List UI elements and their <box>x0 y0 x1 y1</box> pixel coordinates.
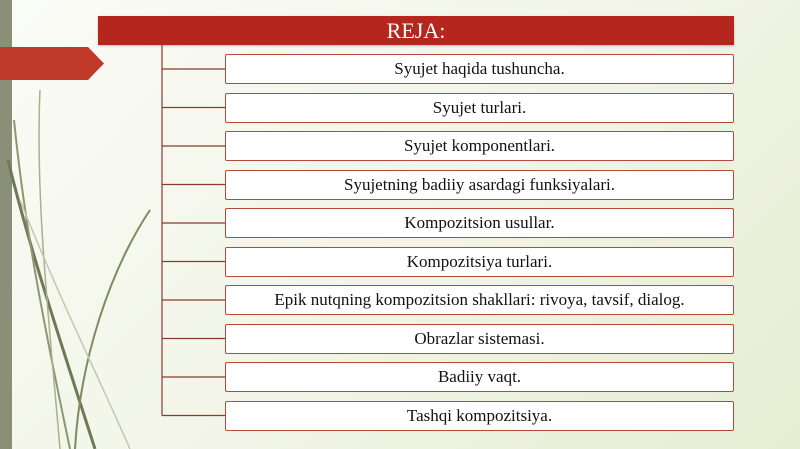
plan-title: REJA: <box>386 17 446 43</box>
plan-item <box>225 324 734 354</box>
plan-item-text: Badiiy vaqt. <box>437 367 522 386</box>
arrow-tab-shape <box>0 47 104 80</box>
plan-item <box>225 131 734 161</box>
plan-item-text: Kompozitsiya turlari. <box>406 251 553 271</box>
plan-item-text: Epik nutqning kompozitsion shakllari: rivoya, tavsif, dialog. <box>274 290 685 309</box>
plan-item <box>225 93 734 123</box>
plan-item-text: Kompozitsion usullar. <box>404 213 555 232</box>
plan-item-text: Syujet turlari. <box>432 97 527 117</box>
plan-item-text: Syujet haqida tushuncha. <box>394 59 565 78</box>
plan-item-text: Tashqi kompozitsiya. <box>406 405 553 425</box>
plan-item-text: Syujet komponentlari. <box>403 136 556 155</box>
plan-item <box>225 208 734 238</box>
plan-item-text: Syujetning badiiy asardagi funksiyalari. <box>344 174 615 194</box>
plan-item <box>225 54 734 84</box>
plan-item <box>225 247 734 277</box>
plan-item <box>225 285 734 315</box>
plan-item-text: Obrazlar sistemasi. <box>414 328 545 348</box>
plan-title-bar <box>98 16 734 45</box>
plan-item <box>225 170 734 200</box>
plan-item <box>225 401 734 431</box>
plan-item <box>225 362 734 392</box>
